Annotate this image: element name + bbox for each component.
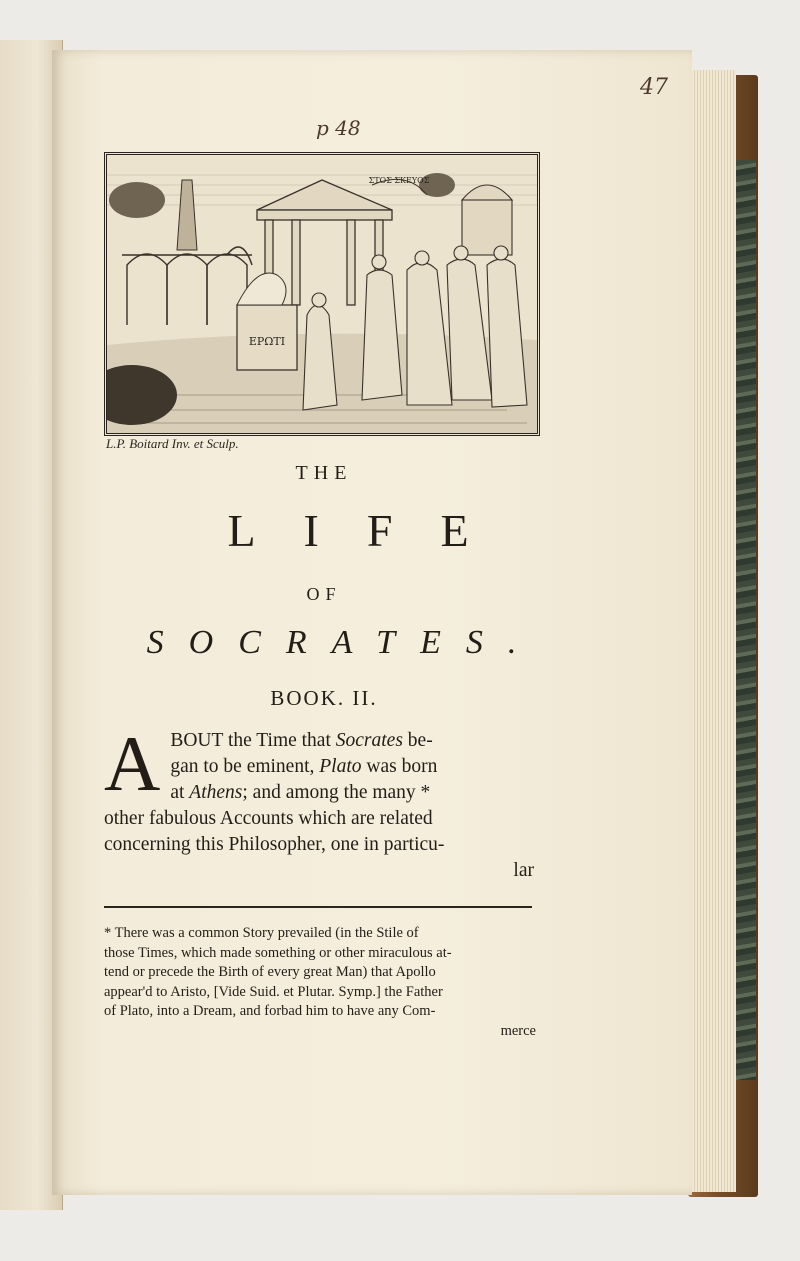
footnote-line: * There was a common Story prevailed (in the Stile of (104, 925, 419, 941)
body-line: gan to be eminent, Plato was born (170, 756, 438, 777)
engraving-plate (104, 152, 540, 436)
book-heading: BOOK. II. (270, 686, 378, 710)
footnote-line: of Plato, into a Dream, and forbad him to have any Com- (104, 1003, 436, 1019)
title-subject: SOCRATES. (146, 624, 542, 661)
footnote-line: appear'd to Aristo, [Vide Suid. et Plutar. Symp.] the Father (104, 983, 443, 1000)
folio-number: 47 (640, 75, 668, 100)
footnote (104, 924, 536, 1041)
footnote-rule (104, 906, 532, 908)
banner-inscription: ΣΤΟΣ ΣΚΕΥΟΣ (368, 176, 430, 185)
footnote-line: those Times, which made something or other miraculous at- (104, 944, 452, 961)
body-line: concerning this Philosopher, one in particu- (104, 834, 445, 855)
engraving-illustration (107, 155, 537, 433)
drop-cap: A (104, 720, 161, 807)
title-of: OF (306, 584, 342, 604)
body-line-catchword: lar (513, 860, 534, 881)
pedestal-inscription: ΕΡΩΤΙ (248, 335, 286, 348)
title-life: LIFE (227, 505, 517, 556)
title-the: THE (295, 462, 353, 484)
body-line: other fabulous Accounts which are related (104, 808, 433, 829)
body-line: BOUT the Time that Socrates be- (170, 730, 433, 751)
body-line: at Athens; and among the many * (170, 782, 431, 803)
body-text (104, 720, 534, 884)
engraver-credit: L.P. Boitard Inv. et Sculp. (106, 436, 239, 451)
book-page (52, 50, 692, 1195)
page-reference-note: p 48 (316, 116, 361, 140)
footnote-line: merce (500, 1022, 536, 1039)
footnote-line: tend or precede the Birth of every great Man) that Apollo (104, 964, 436, 980)
marbled-cover (736, 160, 756, 1080)
